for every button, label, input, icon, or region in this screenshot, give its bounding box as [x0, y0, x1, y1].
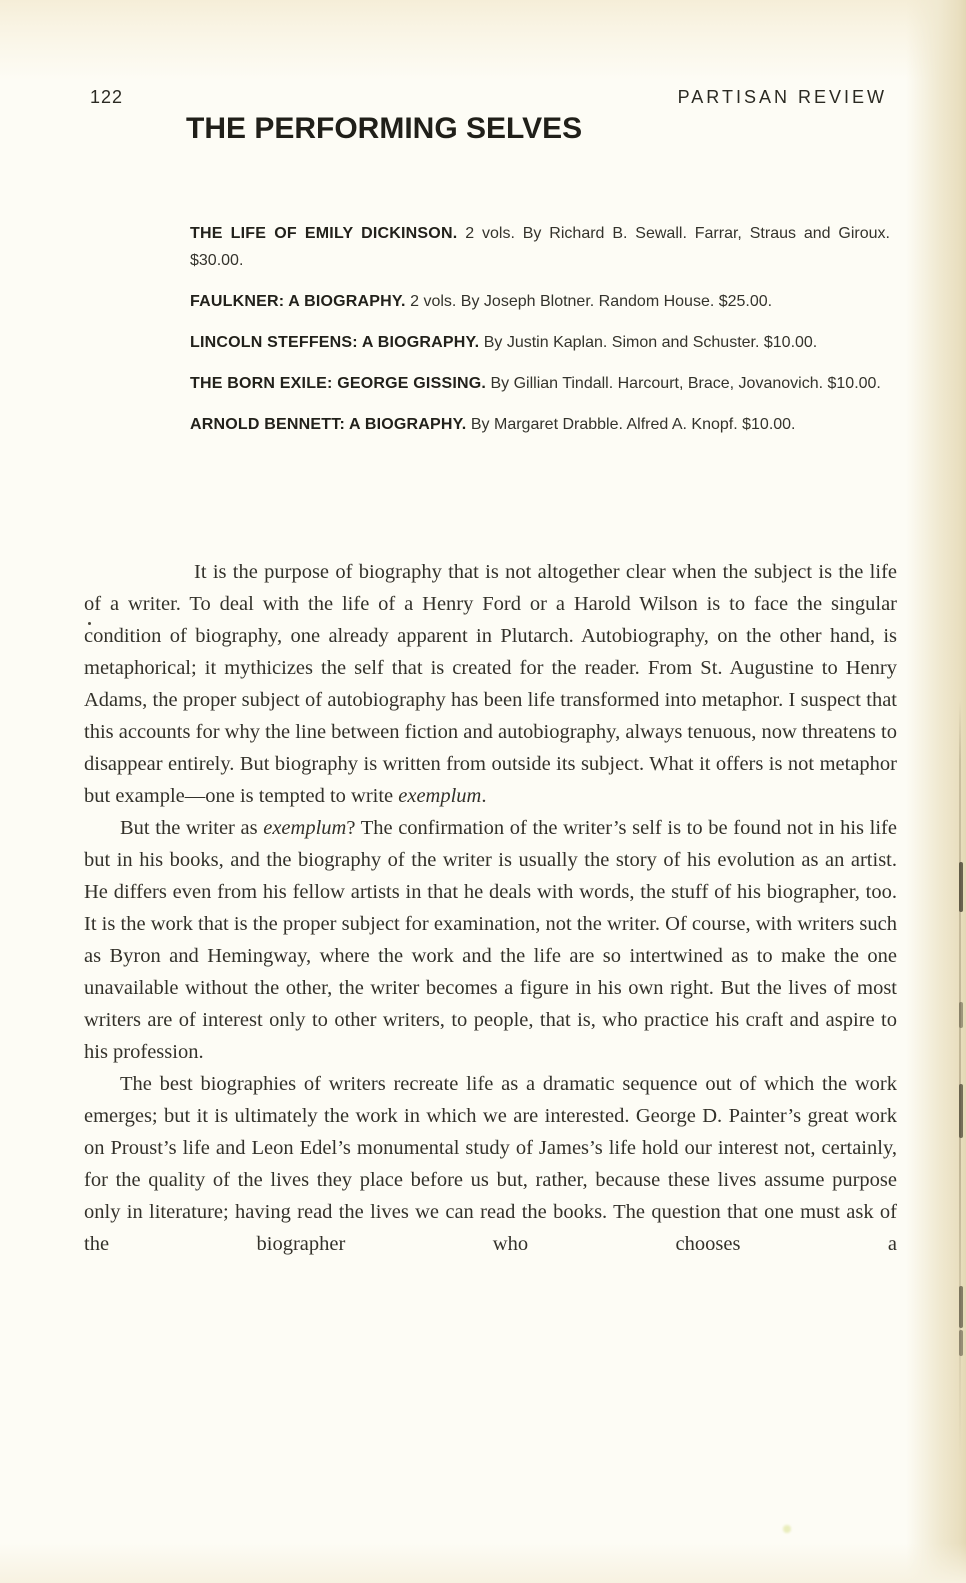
body-paragraph: [84, 556, 897, 812]
body-text-segment: But the writer as: [120, 817, 264, 839]
page-top-shading: [0, 0, 966, 80]
body-paragraph: [84, 812, 897, 1068]
journal-name: PARTISAN REVIEW: [677, 87, 887, 107]
body-text-segment: ? The confirmation of the writer’s self is to be found not in his life but in his books, and the biography of the writer is usually the story of his evolution as an artist. He differs even from his fellow artists in that he deals with words, the stuff of his biographer, too. It is the work that is the proper subject for examination, not the writer. Of course, with writers such as Byron and Hemingway, where the work and the life are so intertwined as to make the one unavailable without the other, the writer becomes a figure in his own right. But the lives of most writers are of interest only to other writers, to people, that is, who practice his craft and aspire to his profession.: [84, 817, 897, 1063]
book-title: THE BORN EXILE: GEORGE GISSING.: [190, 375, 487, 392]
page-number: 122: [90, 87, 124, 107]
italic-term: exemplum: [398, 785, 482, 807]
running-header: [90, 87, 887, 111]
book-entry: ARNOLD BENNETT: A BIOGRAPHY. By Margaret Drabble. Alfred A. Knopf. $10.00.: [190, 416, 796, 433]
body-paragraph: [84, 1068, 897, 1260]
book-title: FAULKNER: A BIOGRAPHY.: [190, 293, 406, 310]
italic-term: exemplum: [263, 817, 347, 839]
scan-artifact-dot: [783, 1525, 791, 1533]
book-entry: THE BORN EXILE: GEORGE GISSING. By Gillian Tindall. Harcourt, Brace, Jovanovich. $10.00.: [190, 375, 881, 392]
book-entry: FAULKNER: A BIOGRAPHY. 2 vols. By Joseph Blotner. Random House. $25.00.: [190, 293, 773, 310]
body-text-segment: .: [481, 785, 487, 807]
book-entry: THE LIFE OF EMILY DICKINSON. 2 vols. By Richard B. Sewall. Farrar, Straus and Giroux. $30.00.: [190, 225, 891, 269]
article-body: [84, 556, 897, 1260]
edge-mark: [959, 862, 963, 912]
edge-mark: [959, 1286, 963, 1328]
body-text-segment: The best biographies of writers recreate life as a dramatic sequence out of which the work emerges; but it is ultimately the work in which we are interested. George D. Painter’s great work on Proust’s life and Leon Edel’s monumental study of James’s life hold our interest not, certainly, for the quality of the lives they place before us but, rather, because these lives assume purpose only in literature; having read the lives we can read the books. The question that one must ask of the biographer who chooses a: [84, 1073, 897, 1255]
book-list: [190, 220, 890, 452]
page-right-edge-shading: [906, 0, 966, 1583]
book-entry: LINCOLN STEFFENS: A BIOGRAPHY. By Justin Kaplan. Simon and Schuster. $10.00.: [190, 334, 818, 351]
page-bottom-shading: [0, 1543, 966, 1583]
body-text-segment: It is the purpose of biography that is not altogether clear when the subject is the life of a writer. To deal with the life of a Henry Ford or a Harold Wilson is to face the singular condition of biography, one already apparent in Plutarch. Autobiography, on the other hand, is metaphorical; it mythicizes the self that is created for the reader. From St. Augustine to Henry Adams, the proper subject of autobiography has been life transformed into metaphor. I suspect that this accounts for why the line between fiction and autobiography, always tenuous, now threatens to disappear entirely. But biography is written from outside its subject. What it offers is not metaphor but example—one is tempted to write: [84, 561, 897, 807]
edge-mark: [959, 1084, 963, 1138]
article-title: THE PERFORMING SELVES: [186, 112, 583, 145]
edge-mark: [959, 1002, 963, 1028]
book-title: LINCOLN STEFFENS: A BIOGRAPHY.: [190, 334, 480, 351]
book-title: THE LIFE OF EMILY DICKINSON.: [190, 225, 458, 242]
edge-mark: [959, 1330, 963, 1356]
book-title: ARNOLD BENNETT: A BIOGRAPHY.: [190, 416, 467, 433]
